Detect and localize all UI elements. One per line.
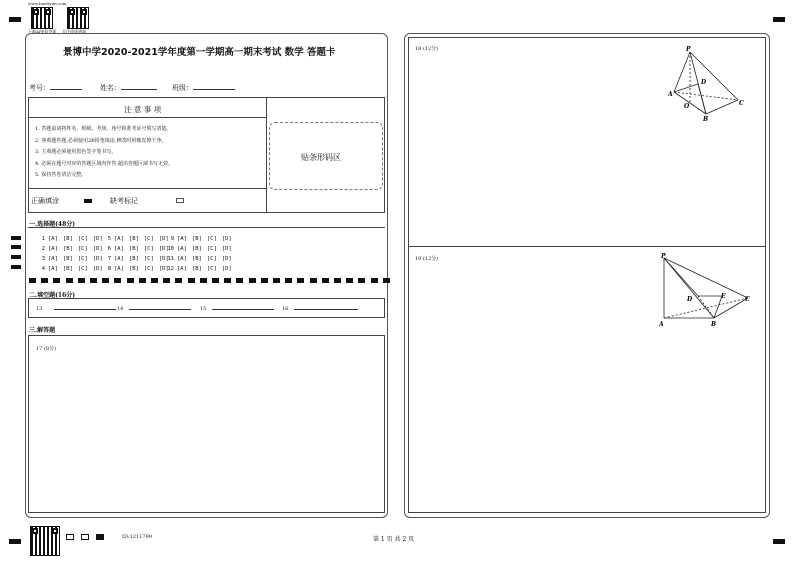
option-bubble[interactable]: [A] <box>48 266 58 272</box>
question-number: 8 <box>107 266 111 272</box>
absent-mark-box[interactable] <box>176 198 184 203</box>
site-url: www.baotiyun.com <box>28 1 67 6</box>
timing-bar <box>29 278 36 283</box>
notes-vertical-divider <box>266 97 267 213</box>
timing-bar <box>285 278 292 283</box>
student-id-line[interactable] <box>50 89 82 90</box>
option-bubble[interactable]: [A] <box>177 256 187 262</box>
timing-bar <box>346 278 353 283</box>
option-bubble[interactable]: [C] <box>143 236 154 242</box>
option-bubble[interactable]: [C] <box>77 246 88 252</box>
page-number: 第 1 页 共 2 页 <box>373 536 415 543</box>
q18-label: 18 (12分) <box>415 46 439 52</box>
option-bubble[interactable]: [C] <box>143 256 154 262</box>
class-label: 班级： <box>172 84 193 92</box>
choice-section-rule <box>28 227 385 228</box>
option-bubble[interactable]: [D] <box>158 246 169 252</box>
timing-bar <box>90 278 97 283</box>
fig18-point-label: O <box>684 103 690 110</box>
timing-mark <box>11 236 21 240</box>
fill-section-title: 二.填空题(16分) <box>29 292 76 299</box>
option-bubble[interactable]: [C] <box>77 266 88 272</box>
timing-bar <box>41 278 48 283</box>
note-item: 2. 客观题答题,必须使用2B铅笔填涂,修改时用橡皮擦干净。 <box>35 137 167 144</box>
student-id-label: 考号： <box>29 84 50 92</box>
timing-bar <box>261 278 268 283</box>
sheet-title: 景博中学2020-2021学年度第一学期高一期末考试 数学 答题卡 <box>63 47 336 58</box>
option-bubble[interactable]: [B] <box>62 256 73 262</box>
note-item: 3. 主观题必须使用黑色签字笔书写。 <box>35 149 117 155</box>
fig19-point-label: P <box>661 253 666 260</box>
option-bubble[interactable]: [D] <box>158 236 169 242</box>
corner-mark-top-left <box>9 17 21 22</box>
notes-title: 注 意 事 项 <box>124 105 162 114</box>
choice-section-title: 一.选择题(48分) <box>29 221 76 228</box>
option-bubble[interactable]: [D] <box>221 266 232 272</box>
timing-mark <box>11 255 21 259</box>
student-name-field <box>100 83 157 93</box>
option-bubble[interactable]: [D] <box>221 246 232 252</box>
corner-mark-bottom-right <box>773 539 785 544</box>
qr-caption-right: 关注成绩通知 <box>62 29 86 34</box>
option-bubble[interactable]: [B] <box>191 256 202 262</box>
question-number: 7 <box>107 256 111 262</box>
choice-question-row <box>103 254 174 264</box>
choice-question-row <box>103 244 174 254</box>
timing-bar <box>53 278 60 283</box>
option-bubble[interactable]: [B] <box>62 236 73 242</box>
fig18-point-label: C <box>739 100 744 107</box>
fig19-point-label: D <box>687 296 693 303</box>
timing-bar-row <box>29 278 384 283</box>
question-number: 3 <box>41 256 45 262</box>
fig18-point-label: D <box>701 79 707 86</box>
choice-question-row <box>166 234 237 244</box>
option-bubble[interactable]: [D] <box>92 236 103 242</box>
option-bubble[interactable]: [B] <box>62 246 73 252</box>
timing-mark <box>11 265 21 269</box>
choice-column-2 <box>103 234 174 274</box>
choice-question-row <box>37 254 108 264</box>
corner-mark-bottom-left <box>9 539 21 544</box>
choice-question-row <box>166 244 237 254</box>
timing-mark <box>11 245 21 249</box>
timing-bar <box>139 278 146 283</box>
choice-question-row <box>166 254 237 264</box>
fill-item-number: 16 <box>282 306 289 312</box>
option-bubble[interactable]: [D] <box>92 266 103 272</box>
fig18-point-label: P <box>686 46 691 53</box>
q19-label: 19 (12分) <box>415 256 439 262</box>
timing-bar <box>188 278 195 283</box>
barcode-label: 贴条形码区 <box>301 153 341 162</box>
option-bubble[interactable]: [B] <box>128 246 139 252</box>
question-number: 10 <box>167 246 174 252</box>
timing-bar <box>224 278 231 283</box>
fill-item-number: 13 <box>36 306 43 312</box>
timing-bar <box>78 278 85 283</box>
option-bubble[interactable]: [D] <box>92 246 103 252</box>
choice-column-3 <box>166 234 237 274</box>
note-item: 4. 必须在题号对应的答题区域内作答,超出答题区域书写无效。 <box>35 160 173 167</box>
student-id-field <box>29 83 82 93</box>
footer-qr-code <box>30 526 60 556</box>
timing-bar <box>371 278 378 283</box>
question-number: 11 <box>167 256 174 262</box>
fig19-point-label: A <box>659 321 664 328</box>
timing-bar <box>358 278 365 283</box>
q18-q19-divider <box>408 246 766 247</box>
timing-bar <box>322 278 329 283</box>
timing-bar <box>249 278 256 283</box>
fill-answer-line[interactable] <box>294 309 358 310</box>
option-bubble[interactable]: [B] <box>191 266 202 272</box>
option-bubble[interactable]: [B] <box>128 266 139 272</box>
question-number: 9 <box>170 236 174 242</box>
footer-box <box>66 534 74 540</box>
option-bubble[interactable]: [C] <box>206 266 217 272</box>
choice-question-row <box>37 234 108 244</box>
option-bubble[interactable]: [A] <box>177 246 187 252</box>
timing-bar <box>273 278 280 283</box>
choice-question-row <box>103 234 174 244</box>
absent-mark-label: 缺考标记 <box>110 197 138 205</box>
fill-item-14 <box>117 306 191 312</box>
fill-item-15 <box>200 306 274 312</box>
question-number: 6 <box>107 246 111 252</box>
option-bubble[interactable]: [A] <box>114 266 124 272</box>
timing-bar <box>212 278 219 283</box>
note-item: 5. 保持答卷清洁完整。 <box>35 172 87 178</box>
timing-bar <box>66 278 73 283</box>
timing-bar <box>334 278 341 283</box>
option-bubble[interactable]: [D] <box>92 256 103 262</box>
choice-question-row <box>37 264 108 274</box>
question-number: 2 <box>41 246 45 252</box>
option-bubble[interactable]: [B] <box>128 256 139 262</box>
question-number: 12 <box>167 266 174 272</box>
option-bubble[interactable]: [C] <box>206 236 217 242</box>
notes-fill-divider <box>28 188 266 189</box>
choice-question-row <box>166 264 237 274</box>
follow-qr-code <box>67 7 89 29</box>
correct-fill-label: 正确填涂 <box>31 197 59 205</box>
fill-item-number: 15 <box>200 306 207 312</box>
pyramid-figure-19 <box>654 250 758 330</box>
timing-bar <box>297 278 304 283</box>
choice-question-row <box>103 264 174 274</box>
timing-bar <box>114 278 121 283</box>
option-bubble[interactable]: [A] <box>114 256 124 262</box>
class-field <box>172 83 235 93</box>
fill-answer-line[interactable] <box>212 309 274 310</box>
fill-answer-line[interactable] <box>129 309 191 310</box>
option-bubble[interactable]: [C] <box>206 256 217 262</box>
option-bubble[interactable]: [D] <box>158 266 169 272</box>
option-bubble[interactable]: [C] <box>143 246 154 252</box>
fig18-point-label: B <box>703 116 709 122</box>
timing-bar <box>151 278 158 283</box>
fill-item-number: 14 <box>117 306 124 312</box>
question-number: 5 <box>107 236 111 242</box>
fill-answer-line[interactable] <box>54 309 116 310</box>
q17-label: 17 (8分) <box>36 346 57 352</box>
choice-question-row <box>37 244 108 254</box>
option-bubble[interactable]: [B] <box>62 266 73 272</box>
fig18-point-label: A <box>668 91 673 98</box>
option-bubble[interactable]: [D] <box>221 236 232 242</box>
question-number: 4 <box>41 266 45 272</box>
timing-bar <box>383 278 390 283</box>
fill-item-16 <box>282 306 358 312</box>
option-bubble[interactable]: [A] <box>48 246 58 252</box>
option-bubble[interactable]: [B] <box>191 236 202 242</box>
option-bubble[interactable]: [C] <box>77 236 88 242</box>
option-bubble[interactable]: [C] <box>77 256 88 262</box>
timing-bar <box>200 278 207 283</box>
option-bubble[interactable]: [C] <box>143 266 154 272</box>
q17-answer-box[interactable] <box>28 335 385 513</box>
corner-mark-top-right <box>773 17 785 22</box>
option-bubble[interactable]: [A] <box>48 256 58 262</box>
app-qr-code <box>31 7 53 29</box>
timing-bar <box>310 278 317 283</box>
fig19-point-label: E <box>721 293 726 300</box>
option-bubble[interactable]: [B] <box>191 246 202 252</box>
option-bubble[interactable]: [A] <box>114 246 124 252</box>
timing-bar <box>236 278 243 283</box>
timing-bar <box>175 278 182 283</box>
option-bubble[interactable]: [B] <box>128 236 139 242</box>
fig19-point-label: B <box>711 321 717 328</box>
notes-title-divider <box>28 117 266 118</box>
class-line[interactable] <box>193 89 235 90</box>
option-bubble[interactable]: [A] <box>48 236 58 242</box>
question-number: 1 <box>41 236 45 242</box>
option-bubble[interactable]: [A] <box>177 266 187 272</box>
fig19-point-label: C <box>745 296 750 303</box>
student-name-line[interactable] <box>121 89 157 90</box>
option-bubble[interactable]: [D] <box>221 256 232 262</box>
timing-bar <box>127 278 134 283</box>
choice-column-1 <box>37 234 108 274</box>
option-bubble[interactable]: [C] <box>206 246 217 252</box>
option-bubble[interactable]: [A] <box>177 236 187 242</box>
fill-item-13 <box>36 306 116 312</box>
answer-section-title: 三.解答题 <box>29 327 56 334</box>
timing-bar <box>163 278 170 283</box>
notes-list <box>35 124 173 182</box>
correct-fill-sample <box>84 199 92 203</box>
footer-box <box>81 534 89 540</box>
student-name-label: 姓名： <box>100 84 121 92</box>
pyramid-figure-18 <box>662 44 748 122</box>
footer-mark <box>96 534 104 540</box>
timing-bar <box>102 278 109 283</box>
option-bubble[interactable]: [A] <box>114 236 124 242</box>
note-item: 1. 答题前请将姓名、班级、考场、座号和准考证号填写清楚。 <box>35 126 172 132</box>
qr-caption-left: 下载APP看答案 <box>28 29 57 34</box>
option-bubble[interactable]: [D] <box>158 256 169 262</box>
sheet-id: ID:1211799 <box>122 534 152 540</box>
